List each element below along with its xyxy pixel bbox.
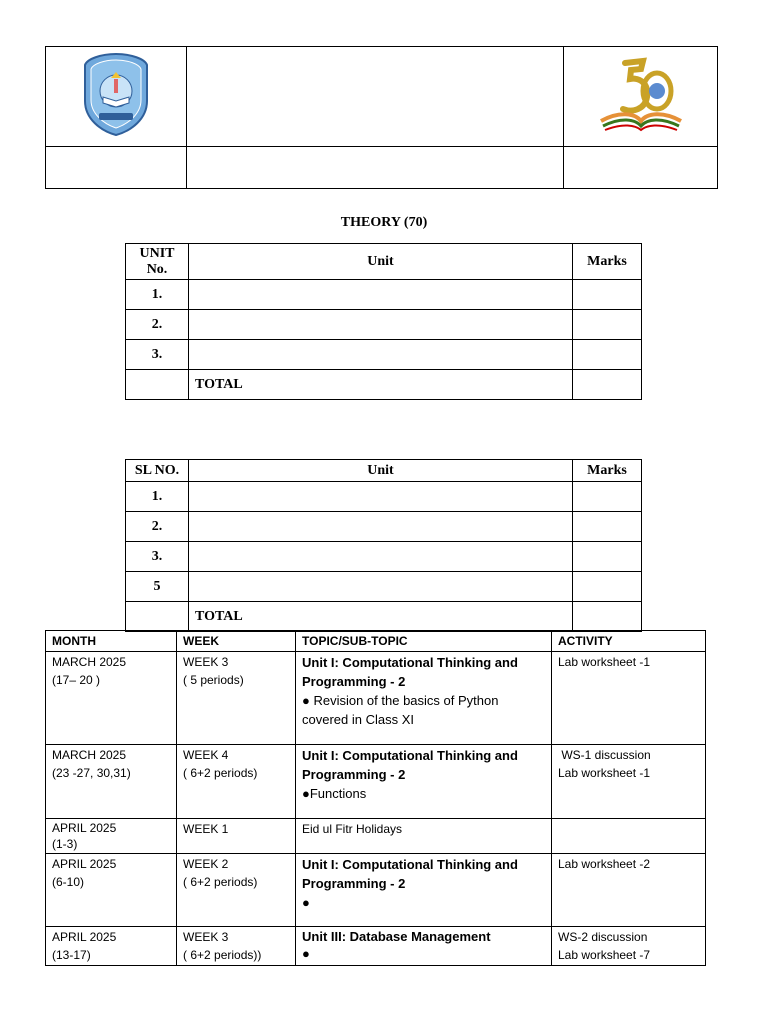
table-row xyxy=(126,512,642,542)
table-header-row xyxy=(126,244,642,280)
dates: (1-3) xyxy=(52,837,78,851)
week: WEEK 3 xyxy=(183,655,229,669)
total-label: TOTAL xyxy=(189,370,573,400)
topic-detail: ● xyxy=(302,946,310,961)
schedule-row xyxy=(46,819,706,854)
week-cell xyxy=(177,745,296,819)
dates: (23 -27, 30,31) xyxy=(52,766,131,780)
activity-secondary: Lab worksheet -7 xyxy=(558,948,651,962)
header-table xyxy=(45,46,718,189)
month-cell xyxy=(46,819,177,854)
row-marks xyxy=(573,310,642,340)
row-unit xyxy=(189,512,573,542)
schedule-row xyxy=(46,652,706,745)
month-cell xyxy=(46,854,177,927)
month-cell xyxy=(46,652,177,745)
activity-cell xyxy=(552,652,706,745)
table-row xyxy=(126,280,642,310)
schedule-row xyxy=(46,854,706,927)
table-row xyxy=(126,310,642,340)
week: WEEK 3 xyxy=(183,930,229,944)
table-row xyxy=(126,542,642,572)
header-empty-cell xyxy=(564,147,718,189)
topic-detail: ● Revision of the basics of Python covered in Class XI xyxy=(302,693,499,727)
practical-table xyxy=(125,459,642,632)
month: APRIL 2025 xyxy=(52,930,117,944)
total-empty-cell xyxy=(126,602,189,632)
topic-title: Unit I: Computational Thinking and Programming - 2 xyxy=(302,748,518,782)
topic-detail: Eid ul Fitr Holidays xyxy=(302,822,403,836)
periods: ( 6+2 periods)) xyxy=(183,948,262,962)
row-number: 3. xyxy=(126,542,189,572)
header-title-cell xyxy=(187,47,564,147)
activity-cell xyxy=(552,854,706,927)
topic-cell xyxy=(296,745,552,819)
row-marks xyxy=(573,572,642,602)
row-number: 1. xyxy=(126,482,189,512)
month: MARCH 2025 xyxy=(52,655,127,669)
topic-cell xyxy=(296,652,552,745)
activity: WS-1 discussion xyxy=(558,748,651,762)
activity-cell xyxy=(552,927,706,966)
theory-title: THEORY (70) xyxy=(340,215,428,230)
row-unit xyxy=(189,572,573,602)
activity: Lab worksheet -1 xyxy=(558,655,651,669)
table-row xyxy=(126,482,642,512)
table-row xyxy=(126,340,642,370)
month: MARCH 2025 xyxy=(52,748,127,762)
column-header-unit-no: UNIT No. xyxy=(126,244,189,280)
month: APRIL 2025 xyxy=(52,857,117,871)
activity: WS-2 discussion xyxy=(558,930,648,944)
total-empty-cell xyxy=(126,370,189,400)
month-cell xyxy=(46,927,177,966)
left-logo-cell xyxy=(46,47,187,147)
header-subtitle-cell xyxy=(187,147,564,189)
header-empty-cell xyxy=(46,147,187,189)
periods: ( 5 periods) xyxy=(183,673,244,687)
topic-cell xyxy=(296,927,552,966)
row-marks xyxy=(573,280,642,310)
row-marks xyxy=(573,542,642,572)
column-header-marks: Marks xyxy=(573,244,642,280)
total-marks xyxy=(573,602,642,632)
column-header-topic: TOPIC/SUB-TOPIC xyxy=(296,631,552,652)
row-unit xyxy=(189,340,573,370)
topic-cell xyxy=(296,854,552,927)
week-cell xyxy=(177,927,296,966)
row-number: 3. xyxy=(126,340,189,370)
table-row xyxy=(126,572,642,602)
column-header-marks: Marks xyxy=(573,460,642,482)
topic-detail: ● xyxy=(302,895,310,910)
schedule-table xyxy=(45,630,706,966)
column-header-activity: ACTIVITY xyxy=(552,631,706,652)
row-marks xyxy=(573,482,642,512)
dates: (13-17) xyxy=(52,948,91,962)
week: WEEK 4 xyxy=(183,748,229,762)
column-header-month: MONTH xyxy=(46,631,177,652)
week: WEEK 1 xyxy=(183,822,229,836)
topic-cell xyxy=(296,819,552,854)
column-header-unit: Unit xyxy=(189,244,573,280)
topic-title: Unit I: Computational Thinking and Programming - 2 xyxy=(302,857,518,891)
schedule-row xyxy=(46,745,706,819)
column-header-week: WEEK xyxy=(177,631,296,652)
month-cell xyxy=(46,745,177,819)
school-crest-logo xyxy=(81,51,151,137)
column-header-unit: Unit xyxy=(189,460,573,482)
month: APRIL 2025 xyxy=(52,821,117,835)
week-cell xyxy=(177,819,296,854)
week-cell xyxy=(177,652,296,745)
right-logo-cell xyxy=(564,47,718,147)
topic-detail: ●Functions xyxy=(302,786,367,801)
activity-secondary: Lab worksheet -1 xyxy=(558,766,651,780)
week: WEEK 2 xyxy=(183,857,229,871)
week-cell xyxy=(177,854,296,927)
table-header-row xyxy=(126,460,642,482)
dates: (17– 20 ) xyxy=(52,673,101,687)
total-label: TOTAL xyxy=(189,602,573,632)
total-row xyxy=(126,370,642,400)
row-unit xyxy=(189,310,573,340)
periods: ( 6+2 periods) xyxy=(183,766,258,780)
row-number: 2. xyxy=(126,512,189,542)
row-marks xyxy=(573,340,642,370)
row-number: 1. xyxy=(126,280,189,310)
dates: (6-10) xyxy=(52,875,85,889)
activity-cell xyxy=(552,819,706,854)
topic-title: Unit I: Computational Thinking and Programming - 2 xyxy=(302,655,518,689)
total-row xyxy=(126,602,642,632)
row-number: 5 xyxy=(126,572,189,602)
activity: Lab worksheet -2 xyxy=(558,857,651,871)
row-number: 2. xyxy=(126,310,189,340)
row-unit xyxy=(189,482,573,512)
activity-cell xyxy=(552,745,706,819)
row-marks xyxy=(573,512,642,542)
row-unit xyxy=(189,280,573,310)
total-marks xyxy=(573,370,642,400)
theory-table xyxy=(125,243,642,400)
schedule-row xyxy=(46,927,706,966)
periods: ( 6+2 periods) xyxy=(183,875,258,889)
column-header-sl-no: SL NO. xyxy=(126,460,189,482)
golden-jubilee-50-logo xyxy=(595,55,687,133)
row-unit xyxy=(189,542,573,572)
schedule-header-row xyxy=(46,631,706,652)
topic-title: Unit III: Database Management xyxy=(302,929,491,944)
